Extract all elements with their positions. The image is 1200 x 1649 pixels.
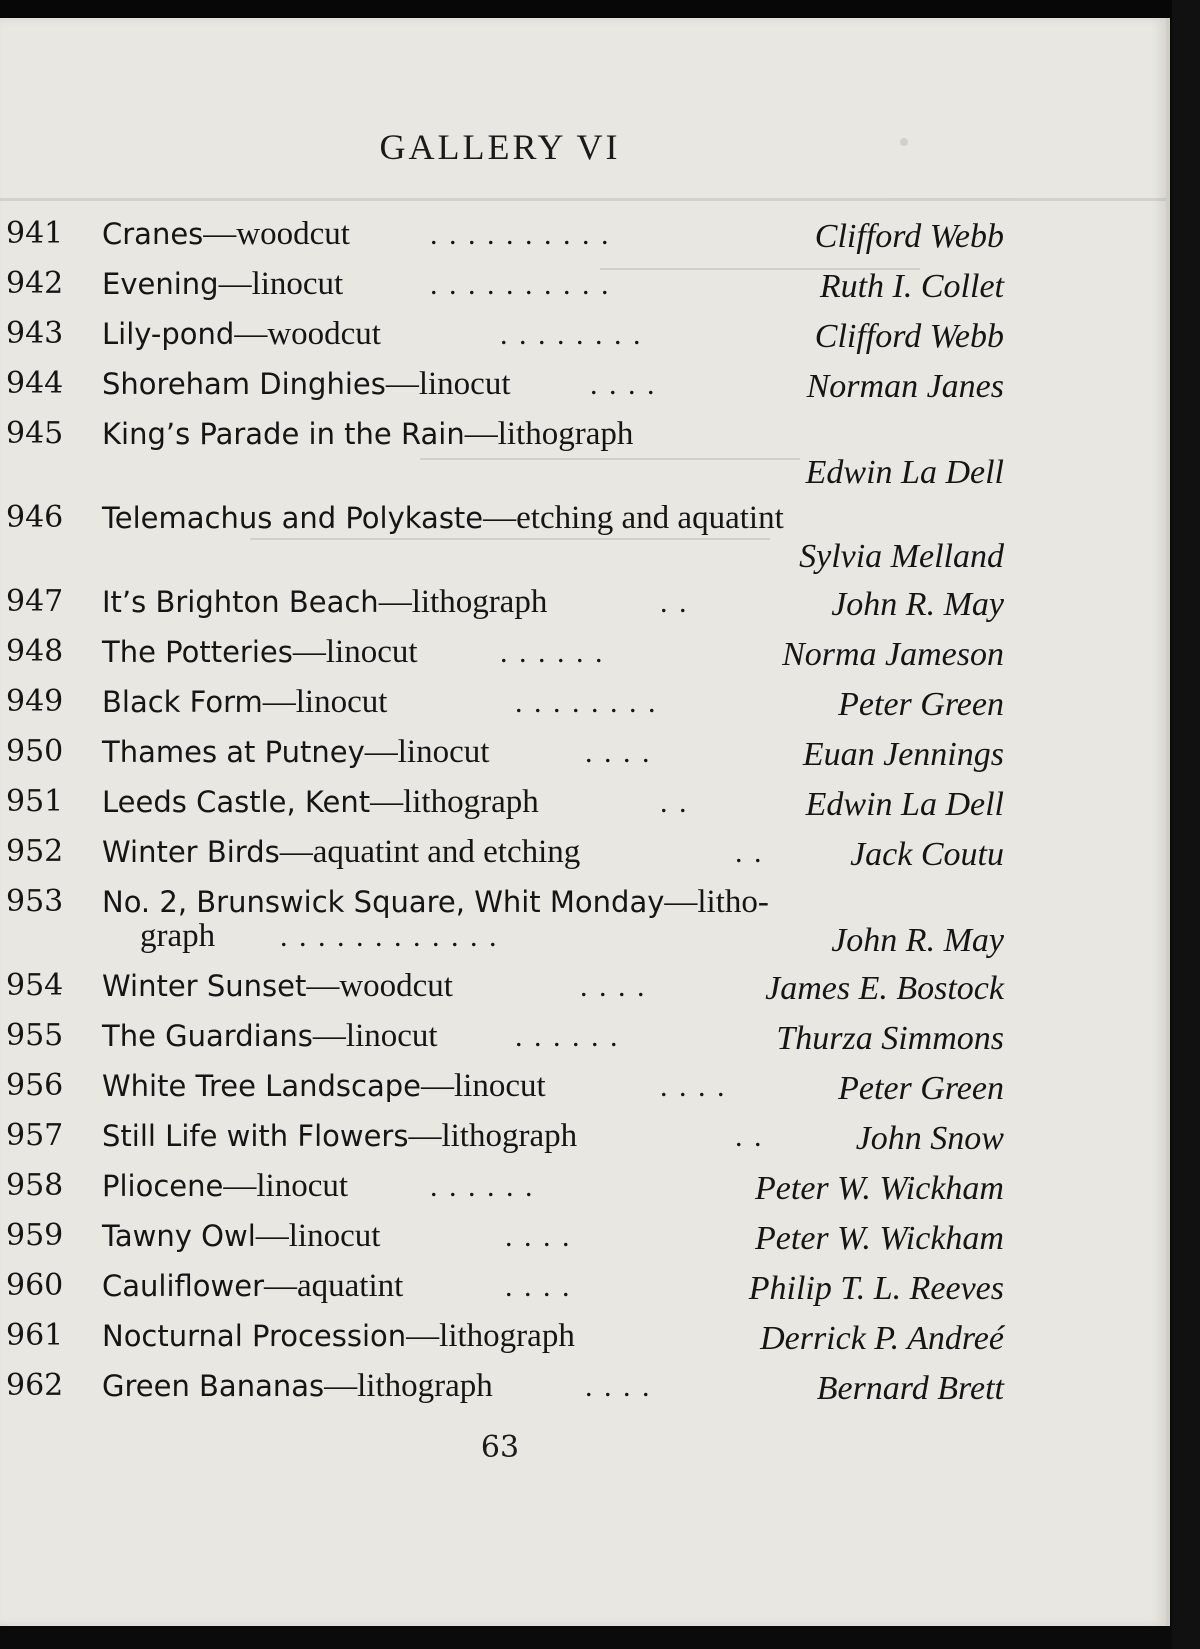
entry-number: 947	[6, 584, 64, 619]
entry-number: 949	[6, 684, 64, 719]
entry-title: King’s Parade in the Rain—lithograph	[102, 416, 634, 452]
entry-medium: —linocut	[223, 1168, 349, 1204]
list-item	[0, 734, 1166, 784]
entry-number: 950	[6, 734, 64, 769]
leader-dots: . .	[735, 1120, 764, 1153]
entry-artist: Thurza Simmons	[776, 1020, 1004, 1057]
entry-number: 957	[6, 1118, 64, 1153]
leader-dots: . . . . . .	[430, 1170, 535, 1203]
entry-title: The Potteries—linocut	[102, 634, 418, 670]
book-spine-edge	[1172, 0, 1200, 1649]
list-item	[0, 266, 1166, 316]
entry-number: 946	[6, 500, 64, 535]
entry-title: Pliocene—linocut	[102, 1168, 349, 1204]
entry-artist: John Snow	[855, 1120, 1004, 1157]
entry-title: Shoreham Dinghies—linocut	[102, 366, 511, 402]
entry-number: 961	[6, 1318, 64, 1353]
entry-medium: —linocut	[218, 266, 344, 302]
entry-artist: Edwin La Dell	[805, 454, 1004, 491]
entry-medium: —linocut	[385, 366, 511, 402]
entry-medium: —lithograph	[406, 1318, 575, 1354]
entry-medium: —etching and aquatint	[483, 500, 784, 536]
entry-artist: Ruth I. Collet	[819, 268, 1004, 305]
entry-medium: —linocut	[420, 1068, 546, 1104]
entry-artist: Philip T. L. Reeves	[748, 1270, 1004, 1307]
list-item	[0, 884, 1166, 968]
entry-artist: Peter W. Wickham	[755, 1220, 1004, 1257]
list-item	[0, 1068, 1166, 1118]
entry-title: Cranes—woodcut	[102, 216, 350, 252]
leader-dots: . . . . . .	[500, 636, 605, 669]
entry-medium-continuation: graph	[140, 918, 216, 954]
entry-artist: Peter W. Wickham	[755, 1170, 1004, 1207]
entry-number: 955	[6, 1018, 64, 1053]
list-item	[0, 684, 1166, 734]
leader-dots: . . . . . . . . . . . .	[280, 920, 499, 953]
entry-medium: —lithograph	[408, 1118, 578, 1154]
leader-dots: . . . .	[585, 736, 652, 769]
entry-title: Cauliflower—aquatint	[102, 1268, 404, 1304]
entry-title: Thames at Putney—linocut	[102, 734, 490, 770]
entry-artist: Euan Jennings	[802, 736, 1004, 773]
entry-medium: —aquatint	[264, 1268, 404, 1304]
entry-medium: —woodcut	[203, 216, 350, 252]
list-item	[0, 1118, 1166, 1168]
entry-title: It’s Brighton Beach—lithograph	[102, 584, 548, 620]
list-item	[0, 834, 1166, 884]
leader-dots: . . . . . .	[515, 1020, 620, 1053]
entry-artist: Norma Jameson	[782, 636, 1004, 673]
leader-dots: . . . . . . . .	[515, 686, 658, 719]
leader-dots: . . . .	[660, 1070, 727, 1103]
entry-artist: Clifford Webb	[814, 318, 1004, 355]
entry-medium: —aquatint and etching	[279, 834, 581, 870]
entry-artist: Sylvia Melland	[799, 538, 1004, 575]
entry-title: Green Bananas—lithograph	[102, 1368, 493, 1404]
entry-artist: Edwin La Dell	[805, 786, 1004, 823]
list-item	[0, 634, 1166, 684]
entry-artist: John R. May	[831, 586, 1004, 623]
list-item	[0, 1368, 1166, 1418]
entry-artist: Derrick P. Andreé	[760, 1320, 1004, 1357]
leader-dots: . . . . . . . . . .	[430, 218, 611, 251]
leader-dots: . . . .	[505, 1220, 572, 1253]
entry-number: 960	[6, 1268, 64, 1303]
entry-number: 954	[6, 968, 64, 1003]
entry-number: 958	[6, 1168, 64, 1203]
list-item	[0, 500, 1166, 584]
entry-title: Nocturnal Procession—lithograph	[102, 1318, 575, 1354]
entry-number: 953	[6, 884, 64, 919]
entry-title: Winter Birds—aquatint and etching	[102, 834, 581, 870]
entry-medium: —woodcut	[306, 968, 453, 1004]
leader-dots: . . . .	[590, 368, 657, 401]
entry-medium: —linocut	[255, 1218, 381, 1254]
entry-title: Evening—linocut	[102, 266, 344, 302]
entry-medium: —lithograph	[464, 416, 634, 452]
catalogue-page	[0, 18, 1170, 1626]
entry-title: White Tree Landscape—linocut	[102, 1068, 546, 1104]
list-item	[0, 366, 1166, 416]
list-item	[0, 216, 1166, 266]
leader-dots: . .	[735, 836, 764, 869]
entry-medium: —linocut	[262, 684, 388, 720]
entry-number: 952	[6, 834, 64, 869]
list-item	[0, 316, 1166, 366]
leader-dots: . . . .	[505, 1270, 572, 1303]
entry-medium: —litho-	[664, 884, 769, 920]
entry-title: The Guardians—linocut	[102, 1018, 438, 1054]
entry-number: 962	[6, 1368, 64, 1403]
entry-medium: —lithograph	[378, 584, 548, 620]
entry-number: 945	[6, 416, 64, 451]
entry-medium: —linocut	[364, 734, 490, 770]
entry-title: Still Life with Flowers—lithograph	[102, 1118, 578, 1154]
entry-artist: Peter Green	[838, 686, 1004, 723]
list-item	[0, 584, 1166, 634]
entry-title: Leeds Castle, Kent—lithograph	[102, 784, 539, 820]
entry-title: No. 2, Brunswick Square, Whit Monday—litho-	[102, 884, 769, 920]
entry-number: 944	[6, 366, 64, 401]
entry-medium: —woodcut	[234, 316, 381, 352]
entry-number: 951	[6, 784, 64, 819]
entry-artist: Norman Janes	[806, 368, 1004, 405]
entry-number: 941	[6, 216, 64, 251]
leader-dots: . . . .	[585, 1370, 652, 1403]
list-item	[0, 1268, 1166, 1318]
page-heading: GALLERY VI	[379, 127, 621, 167]
entry-artist: John R. May	[831, 922, 1004, 959]
entry-title: Black Form—linocut	[102, 684, 388, 720]
entry-title: Telemachus and Polykaste—etching and aquatint	[102, 500, 784, 536]
entry-medium: —linocut	[312, 1018, 438, 1054]
entry-medium: —linocut	[292, 634, 418, 670]
catalogue-list	[0, 216, 1166, 1418]
entry-medium: —lithograph	[324, 1368, 493, 1404]
entry-artist: James E. Bostock	[765, 970, 1004, 1007]
list-item	[0, 968, 1166, 1018]
leader-dots: . . . . . . . .	[500, 318, 643, 351]
list-item	[0, 1318, 1166, 1368]
entry-artist: Peter Green	[838, 1070, 1004, 1107]
entry-artist: Jack Coutu	[850, 836, 1004, 873]
leader-dots: . .	[660, 586, 689, 619]
entry-title: Lily-pond—woodcut	[102, 316, 381, 352]
entry-number: 948	[6, 634, 64, 669]
list-item	[0, 784, 1166, 834]
leader-dots: . .	[660, 786, 689, 819]
entry-title: Tawny Owl—linocut	[102, 1218, 381, 1254]
list-item	[0, 416, 1166, 500]
page-number: 63	[480, 1430, 520, 1465]
entry-title: Winter Sunset—woodcut	[102, 968, 453, 1004]
list-item	[0, 1218, 1166, 1268]
leader-dots: . . . . . . . . . .	[430, 268, 611, 301]
leader-dots: . . . .	[580, 970, 647, 1003]
entry-number: 943	[6, 316, 64, 351]
entry-number: 956	[6, 1068, 64, 1103]
entry-number: 942	[6, 266, 64, 301]
entry-medium: —lithograph	[370, 784, 539, 820]
entry-artist: Clifford Webb	[814, 218, 1004, 255]
entry-number: 959	[6, 1218, 64, 1253]
list-item	[0, 1018, 1166, 1068]
entry-artist: Bernard Brett	[816, 1370, 1004, 1407]
list-item	[0, 1168, 1166, 1218]
